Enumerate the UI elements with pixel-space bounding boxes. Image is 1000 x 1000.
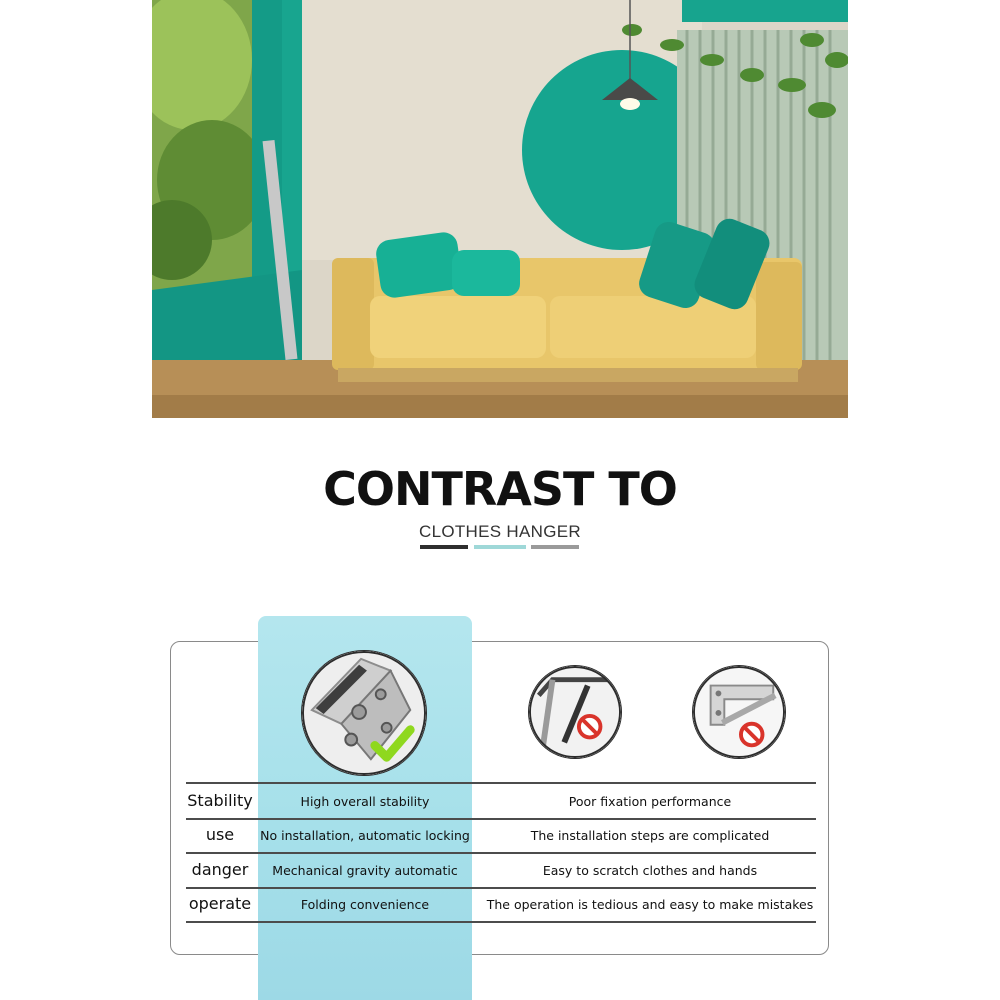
divider-grey: [531, 545, 579, 549]
page-subtitle: CLOTHES HANGER: [419, 522, 581, 541]
divider-dark: [420, 545, 468, 549]
row-label-operate: operate: [188, 894, 252, 913]
row-divider: [186, 852, 816, 854]
ours-use: No installation, automatic locking: [260, 828, 470, 843]
window-greenery: [152, 0, 267, 290]
row-label-danger: danger: [191, 860, 249, 879]
row-divider: [186, 818, 816, 820]
theirs-danger: Easy to scratch clothes and hands: [542, 863, 758, 878]
row-divider: [186, 921, 816, 923]
ours-operate: Folding convenience: [300, 897, 430, 912]
ours-danger: Mechanical gravity automatic: [272, 863, 458, 878]
product-hinge-image: [301, 650, 427, 776]
theirs-operate: The operation is tedious and easy to make mistakes: [486, 897, 814, 912]
row-divider: [186, 782, 816, 784]
page-title: CONTRAST TO: [323, 462, 677, 516]
prohibited-icon: [579, 716, 601, 738]
competitor-hanger-image-2: [692, 665, 786, 759]
ours-stability: High overall stability: [300, 794, 430, 809]
theirs-use: The installation steps are complicated: [530, 828, 770, 843]
prohibited-icon: [741, 724, 763, 746]
row-divider: [186, 887, 816, 889]
competitor-hanger-image-1: [528, 665, 622, 759]
divider-teal: [474, 545, 526, 549]
hero-room-image: [152, 0, 848, 418]
theirs-stability: Poor fixation performance: [568, 794, 732, 809]
row-label-use: use: [205, 825, 235, 844]
row-label-stability: Stability: [187, 791, 253, 810]
